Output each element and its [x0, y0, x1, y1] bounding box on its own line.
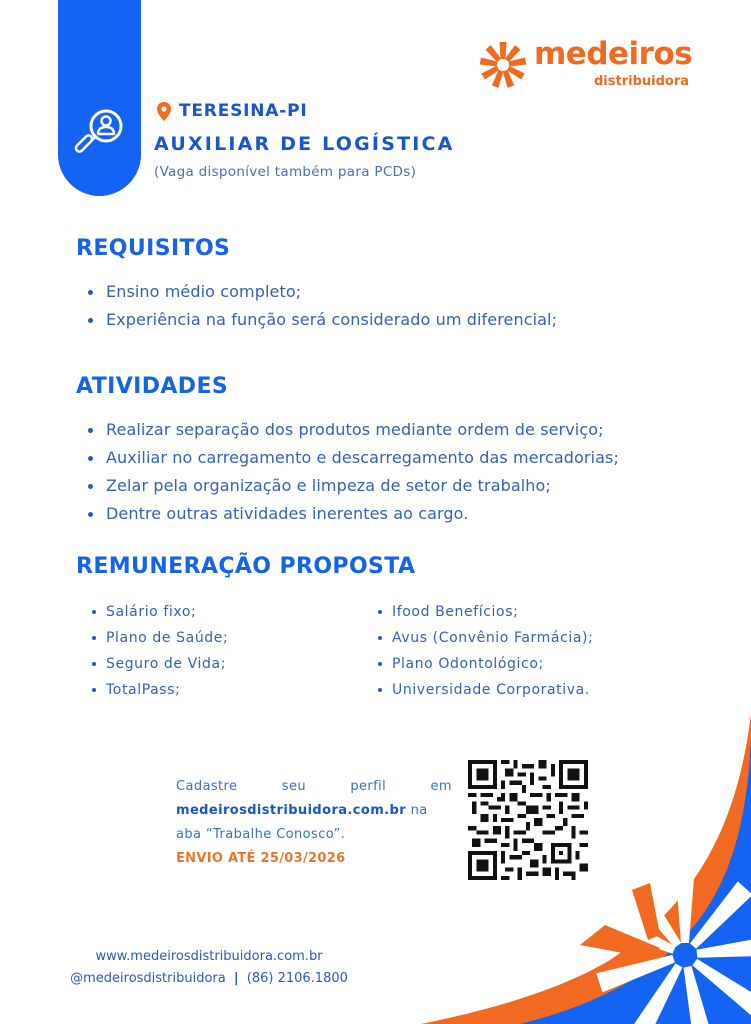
location [157, 101, 308, 121]
logo-subtitle: distribuidora [594, 74, 690, 89]
list-item: Plano de Saúde; [90, 625, 228, 651]
location-text: TERESINA-PI [179, 101, 308, 121]
sunburst-logo-icon [478, 40, 528, 90]
footer-social[interactable]: @medeirosdistribuidora [70, 971, 226, 986]
search-person-icon [70, 104, 130, 166]
footer-phone: (86) 2106.1800 [246, 971, 348, 986]
decorative-sunburst-corner [421, 714, 751, 1024]
footer-contacts [64, 946, 354, 990]
list-item: Auxiliar no carregamento e descarregamento das mercadorias; [86, 444, 619, 472]
cta-word: Cadastre [176, 779, 238, 794]
requisitos-title: REQUISITOS [76, 236, 231, 261]
list-item: Universidade Corporativa. [376, 677, 593, 703]
header-tab [58, 0, 141, 196]
footer-separator: | [233, 971, 239, 986]
atividades-list [86, 416, 619, 528]
list-item: Ifood Benefícios; [376, 599, 593, 625]
footer-website[interactable]: www.medeirosdistribuidora.com.br [95, 949, 323, 964]
deadline: ENVIO ATÉ 25/03/2026 [176, 851, 346, 866]
list-item: Seguro de Vida; [90, 651, 228, 677]
remuneracao-list-right [376, 599, 593, 703]
map-pin-icon [157, 102, 171, 121]
logo-brand: medeiros [534, 36, 693, 72]
list-item: Dentre outras atividades inerentes ao cargo. [86, 500, 619, 528]
list-item: Ensino médio completo; [86, 278, 557, 306]
medeiros-logo [478, 36, 693, 94]
apply-instructions [176, 775, 452, 871]
list-item: TotalPass; [90, 677, 228, 703]
careers-site-link[interactable]: medeirosdistribuidora.com.br [176, 803, 407, 818]
atividades-title: ATIVIDADES [76, 374, 229, 399]
cta-tab-hint: aba “Trabalhe Conosco”. [176, 827, 346, 842]
job-title: AUXILIAR DE LOGÍSTICA [154, 133, 455, 155]
requisitos-list [86, 278, 557, 334]
list-item: Zelar pela organização e limpeza de setor de trabalho; [86, 472, 619, 500]
job-note: (Vaga disponível também para PCDs) [154, 164, 417, 180]
cta-after-site: na [406, 803, 428, 818]
remuneracao-list-left [90, 599, 228, 703]
list-item: Avus (Convênio Farmácia); [376, 625, 593, 651]
list-item: Realizar separação dos produtos mediante ordem de serviço; [86, 416, 619, 444]
cta-word: perfil [350, 779, 387, 794]
list-item: Plano Odontológico; [376, 651, 593, 677]
remuneracao-title: REMUNERAÇÃO PROPOSTA [76, 554, 416, 579]
list-item: Experiência na função será considerado um diferencial; [86, 306, 557, 334]
list-item: Salário fixo; [90, 599, 228, 625]
cta-word: seu [281, 779, 306, 794]
cta-word: em [430, 779, 452, 794]
